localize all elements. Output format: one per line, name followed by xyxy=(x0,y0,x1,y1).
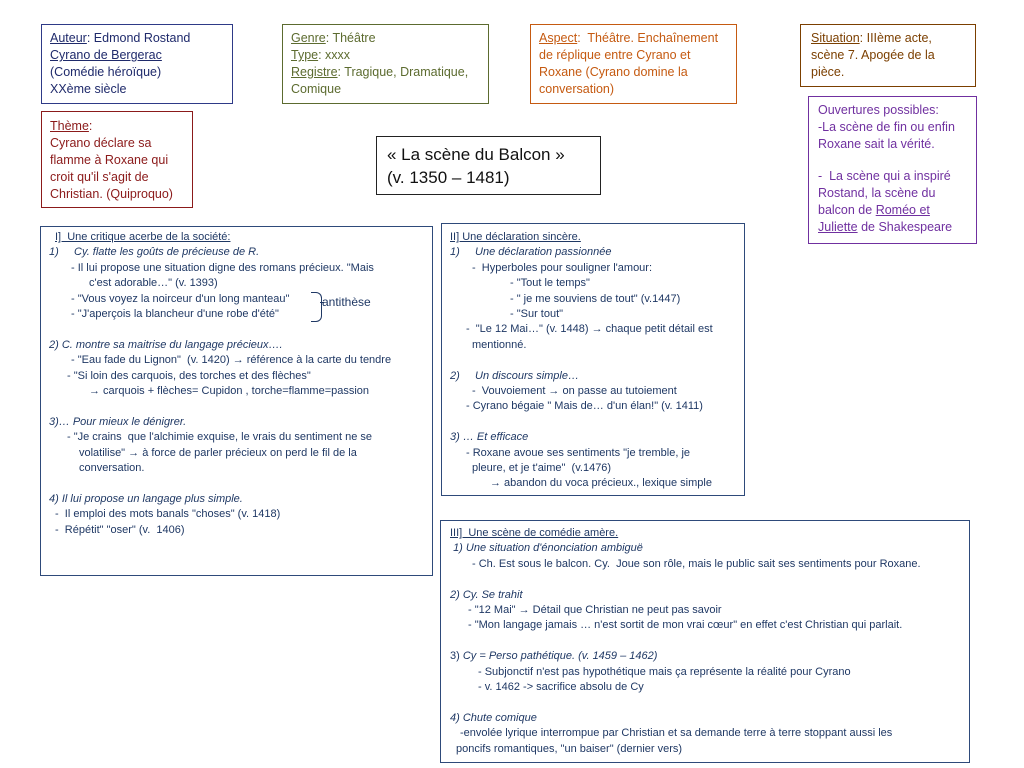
registre-value-2: Comique xyxy=(291,82,342,96)
ouvertures-box xyxy=(808,96,977,244)
part1-item: - Il emploi des mots banals "choses" (v. 1418) xyxy=(55,508,281,521)
part2-heading: II] Une déclaration sincère. xyxy=(450,231,581,243)
part1-item: - Répétit" "oser" (v. 1406) xyxy=(55,523,185,536)
part1-section-4: 4) Il lui propose un langage plus simple. xyxy=(49,492,243,505)
aspect-line-3: Roxane (Cyrano domine la xyxy=(539,65,688,79)
part3-section-2: 2) Cy. Se trahit xyxy=(450,588,523,601)
part3-section-4: 4) Chute comique xyxy=(450,711,537,724)
part2-item: - Roxane avoue ses sentiments "je tremble, je xyxy=(466,446,691,459)
situation-line-1: : IIIème acte, xyxy=(859,31,932,45)
ouvertures-line-6: balcon de xyxy=(818,203,876,218)
part1-section-1: 1) Cy. flatte les goûts de précieuse de R. xyxy=(49,246,260,259)
ouvertures-heading: Ouvertures possibles: xyxy=(818,103,939,117)
antithese-label: antithèse xyxy=(322,295,371,309)
genre-label: Genre xyxy=(291,31,326,45)
part1-item: volatilise" → à force de parler précieux on perd le fil de la xyxy=(79,446,357,459)
century: XXème siècle xyxy=(50,82,127,96)
type-value: : xxxx xyxy=(318,48,351,62)
part1-heading: I] Une critique acerbe de la société: xyxy=(55,231,231,243)
part1-item: c'est adorable…" (v. 1393) xyxy=(89,277,218,290)
part2-item: - Cyrano bégaie " Mais de… d'un élan!" (v. 1411) xyxy=(466,400,703,413)
aspect-line-1: : Théâtre. Enchaînement xyxy=(577,31,719,45)
part1-item: → carquois + flèches= Cupidon , torche=flamme=passion xyxy=(89,385,370,398)
work-subtitle: (Comédie héroïque) xyxy=(50,65,162,79)
part2-item: - Vouvoiement → on passe au tutoiement xyxy=(472,385,677,398)
part2-item: - " je me souviens de tout" (v.1447) xyxy=(510,292,681,305)
part3-item: - "Mon langage jamais … n'est sortit de mon vrai cœur" en effet c'est Christian qui parlait. xyxy=(468,619,903,632)
ouvertures-line-3: Roxane sait la vérité. xyxy=(818,137,935,151)
part3-heading: III] Une scène de comédie amère. xyxy=(450,527,619,539)
part2-item: - "Le 12 Mai…" (v. 1448) → chaque petit détail est xyxy=(466,323,713,336)
aspect-box xyxy=(530,24,737,104)
part3-item: - v. 1462 -> sacrifice absolu de Cy xyxy=(478,681,644,694)
part1-section-2: 2) C. montre sa maitrise du langage précieux…. xyxy=(49,338,283,351)
part3-item: - "12 Mai" → Détail que Christian ne peut pas savoir xyxy=(468,604,722,617)
part2-item: - "Tout le temps" xyxy=(510,277,590,290)
aspect-line-2: de réplique entre Cyrano et xyxy=(539,48,691,62)
situation-line-2: scène 7. Apogée de la xyxy=(811,48,935,62)
author-box xyxy=(41,24,233,104)
situation-label: Situation xyxy=(811,31,860,45)
part2-section-2: 2) Un discours simple… xyxy=(450,369,579,382)
part3-item: - Ch. Est sous le balcon. Cy. Joue son rôle, mais le public sait ses sentiments pour Roxane. xyxy=(472,557,921,570)
part1-section-3: 3)… Pour mieux le dénigrer. xyxy=(49,415,187,428)
part1-item: - Il lui propose une situation digne des romans précieux. "Mais xyxy=(71,261,374,274)
romeo-link: Roméo et xyxy=(875,203,930,218)
situation-line-3: pièce. xyxy=(811,65,845,79)
part2-box xyxy=(441,223,745,496)
verse-range: (v. 1350 – 1481) xyxy=(387,168,510,187)
part1-item: - "Vous voyez la noirceur d'un long manteau" xyxy=(71,292,290,305)
theme-label: Thème xyxy=(50,119,89,133)
theme-line-3: croit qu'il s'agit de xyxy=(50,170,149,184)
page-title: « La scène du Balcon » xyxy=(387,145,565,164)
juliette-link: Juliette xyxy=(818,220,858,235)
part3-section-1: 1) Une situation d'énonciation ambiguë xyxy=(450,542,643,555)
ouvertures-line-5: Rostand, la scène du xyxy=(818,186,936,201)
genre-box xyxy=(282,24,489,104)
author-label: Auteur xyxy=(50,31,87,45)
part1-item: - "Je crains que l'alchimie exquise, le vrais du sentiment ne se xyxy=(67,431,372,444)
part1-item: - "J'aperçois la blancheur d'une robe d'été" xyxy=(71,308,279,321)
aspect-line-4: conversation) xyxy=(539,82,615,96)
part2-section-1: 1) Une déclaration passionnée xyxy=(450,246,612,259)
part3-section-3-num: 3) xyxy=(450,650,463,663)
title-box xyxy=(376,136,601,195)
genre-value: : Théâtre xyxy=(325,31,376,45)
registre-value: : Tragique, Dramatique, xyxy=(337,65,469,79)
part3-box xyxy=(440,520,970,763)
theme-line-2: flamme à Roxane qui xyxy=(50,153,169,167)
part3-item: poncifs romantiques, "un baiser" (dernier vers) xyxy=(456,742,683,755)
part2-item: - Hyperboles pour souligner l'amour: xyxy=(472,261,653,274)
part1-item: conversation. xyxy=(79,462,145,475)
part1-box xyxy=(40,226,433,576)
part2-item: - "Sur tout" xyxy=(510,308,564,321)
part1-item: - "Si loin des carquois, des torches et des flèches" xyxy=(67,369,311,382)
part3-item: -envolée lyrique interrompue par Christian et sa demande terre à terre stoppant aussi les xyxy=(460,727,893,740)
part3-section-3: Cy = Perso pathétique. (v. 1459 – 1462) xyxy=(462,650,658,663)
ouvertures-line-7: de Shakespeare xyxy=(857,220,953,235)
part1-item: - "Eau fade du Lignon" (v. 1420) → référence à la carte du tendre xyxy=(71,354,392,367)
antithese-brace xyxy=(311,292,322,322)
author-name: : Edmond Rostand xyxy=(86,31,191,45)
registre-label: Registre xyxy=(291,65,338,79)
part2-item: pleure, et je t'aime" (v.1476) xyxy=(472,462,612,475)
part3-item: - Subjonctif n'est pas hypothétique mais ça représente la réalité pour Cyrano xyxy=(478,665,851,678)
situation-box xyxy=(800,24,976,87)
type-label: Type xyxy=(291,48,319,62)
part2-item: mentionné. xyxy=(472,338,527,351)
part2-item: → abandon du voca précieux., lexique simple xyxy=(490,477,712,490)
aspect-label: Aspect xyxy=(539,31,578,45)
theme-line-1: Cyrano déclare sa xyxy=(50,136,152,150)
part2-section-3: 3) … Et efficace xyxy=(450,431,529,444)
ouvertures-line-4: - La scène qui a inspiré xyxy=(818,169,951,184)
theme-line-4: Christian. (Quiproquo) xyxy=(50,187,173,201)
ouvertures-line-2: -La scène de fin ou enfin xyxy=(818,120,955,134)
theme-box: Thème: Cyrano déclare sa flamme à Roxane qui croit qu'il s'agit de Christian. (Quiproquo) xyxy=(41,111,193,208)
work-title: Cyrano de Bergerac xyxy=(50,48,162,62)
